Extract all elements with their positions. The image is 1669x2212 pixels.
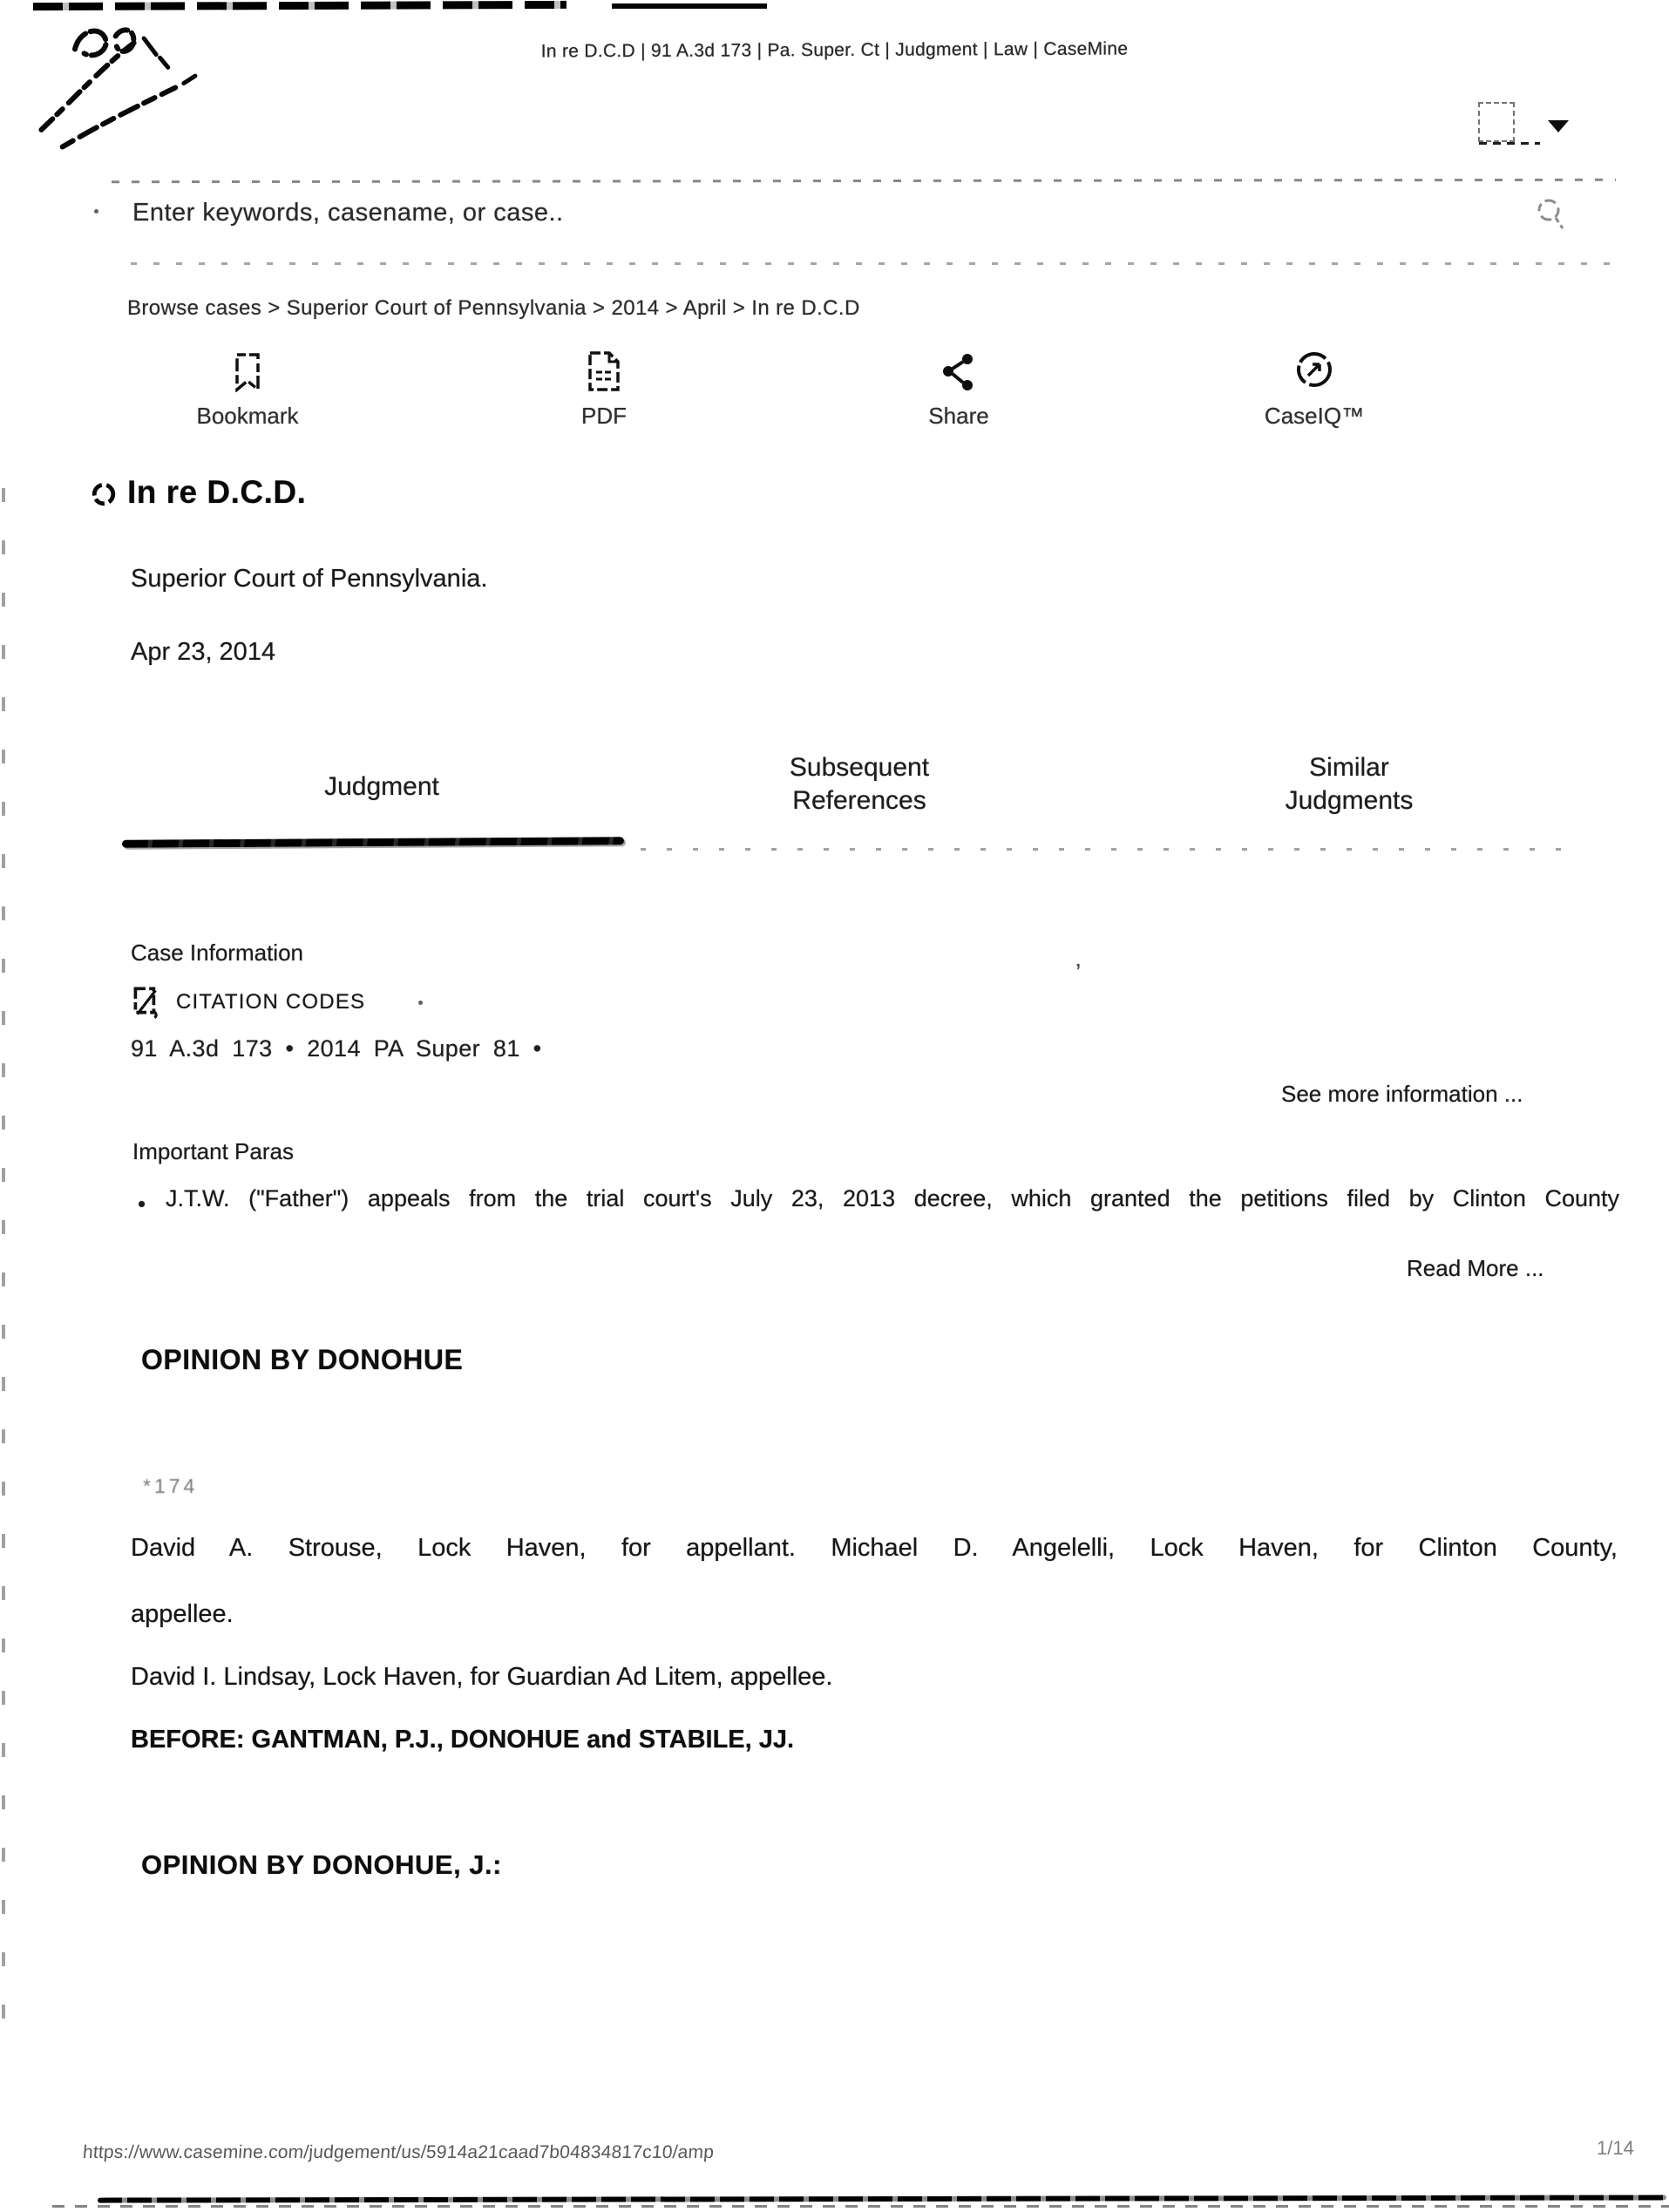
share-button[interactable]: Share <box>928 403 989 429</box>
print-page-indicator: 1/14 <box>1597 2137 1634 2159</box>
bookmark-icon[interactable] <box>234 352 261 397</box>
scan-top-edge-line <box>33 1 567 10</box>
page-title: In re D.C.D. <box>127 474 307 510</box>
read-more-link[interactable]: Read More ... <box>1407 1255 1544 1281</box>
scan-speck <box>94 209 98 214</box>
page-selector-underline <box>1479 142 1540 145</box>
search-box-bottom-border <box>131 262 1614 265</box>
title-ring-icon <box>92 482 116 511</box>
counsel-paragraph-line2: David I. Lindsay, Lock Haven, for Guardian Ad Litem, appellee. <box>131 1663 833 1691</box>
star-page-marker: *174 <box>143 1475 199 1497</box>
search-box-top-border <box>112 179 1616 183</box>
opinion-by-line: OPINION BY DONOHUE <box>141 1344 464 1375</box>
print-footer-url: https://www.casemine.com/judgement/us/5914a21caad7b04834817c10/amp <box>82 2142 716 2162</box>
scan-mark: ’ <box>1075 959 1082 986</box>
see-more-information-link[interactable]: See more information ... <box>1281 1081 1523 1107</box>
scan-bottom-edge-line-2 <box>52 2205 1669 2208</box>
judgment-date: Apr 23, 2014 <box>131 638 276 666</box>
scan-left-edge-marks <box>2 488 5 2057</box>
tab-divider-dots <box>641 848 1578 851</box>
bookmark-button[interactable]: Bookmark <box>196 403 299 429</box>
court-name: Superior Court of Pennsylvania. <box>131 565 488 593</box>
citation-values: 91 A.3d 173 • 2014 PA Super 81 • <box>131 1035 542 1062</box>
case-information-heading: Case Information <box>131 940 303 966</box>
search-input[interactable]: Enter keywords, casename, or case.. <box>132 199 564 227</box>
pdf-icon[interactable] <box>587 350 621 397</box>
caret-down-icon[interactable] <box>1548 120 1569 132</box>
caseiq-icon[interactable] <box>1295 350 1333 393</box>
counsel-paragraph-line1: David A. Strouse, Lock Haven, for appellant. Michael D. Angelelli, Lock Haven, for Clinton County, <box>131 1534 1618 1562</box>
important-paras-heading: Important Paras <box>132 1138 294 1164</box>
citation-icon <box>131 983 162 1024</box>
tab-judgment[interactable]: Judgment <box>324 772 439 801</box>
share-icon[interactable] <box>941 352 976 397</box>
active-tab-underline <box>122 837 624 848</box>
scan-top-edge-line-2 <box>612 3 767 9</box>
judge-panel-line: BEFORE: GANTMAN, P.J., DONOHUE and STABILE, JJ. <box>131 1726 795 1754</box>
citation-codes-label: CITATION CODES <box>176 990 366 1014</box>
pdf-button[interactable]: PDF <box>581 403 627 429</box>
breadcrumb[interactable]: Browse cases > Superior Court of Pennsylvania > 2014 > April > In re D.C.D <box>127 296 860 320</box>
caseiq-button[interactable]: CaseIQ™ <box>1264 403 1365 429</box>
scan-bottom-edge-line <box>98 2195 1666 2202</box>
tab-similar-judgments[interactable]: Similar Judgments <box>1285 753 1414 815</box>
magnifier-icon[interactable] <box>1536 197 1567 238</box>
print-header-title: In re D.C.D | 91 A.3d 173 | Pa. Super. Ct | Judgment | Law | CaseMine <box>540 38 1129 62</box>
scan-speck <box>418 1001 423 1005</box>
tab-subsequent-references[interactable]: Subsequent References <box>789 753 930 815</box>
page-selector-box[interactable] <box>1478 102 1515 142</box>
handwritten-scribble <box>17 0 275 163</box>
bullet-marker: • <box>138 1191 146 1217</box>
counsel-paragraph-line1-cont: appellee. <box>131 1600 234 1628</box>
opinion-heading: OPINION BY DONOHUE, J.: <box>141 1849 502 1880</box>
important-para-text: J.T.W. ("Father") appeals from the trial court's July 23, 2013 decree, which granted the petitions filed by Clinton County <box>166 1185 1619 1211</box>
